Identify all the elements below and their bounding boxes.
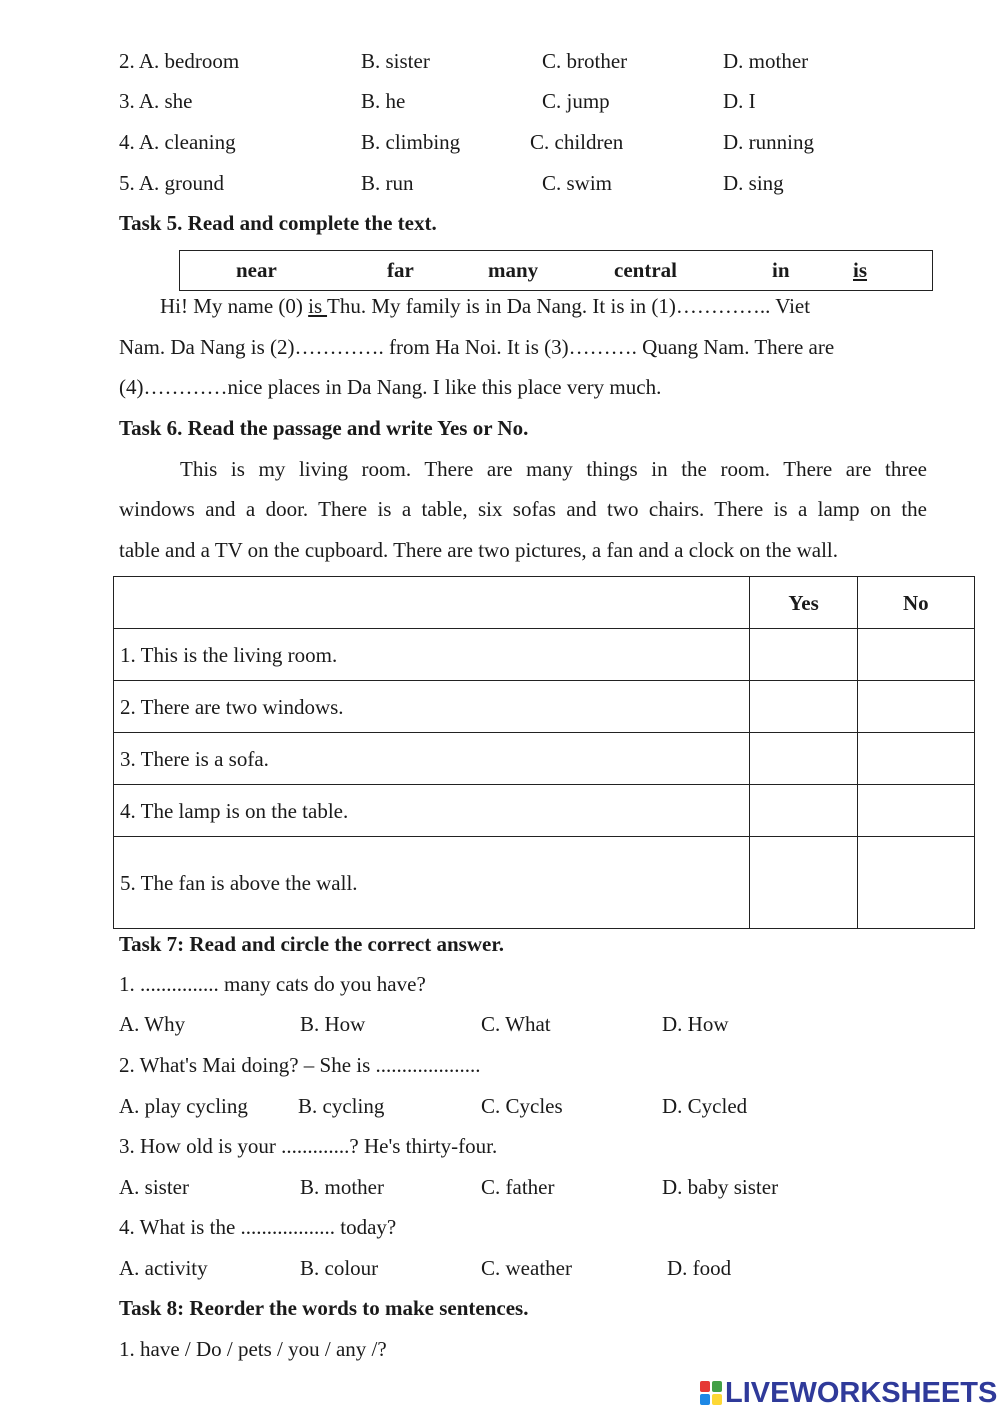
yes-answer-cell[interactable]	[750, 629, 857, 681]
task8-title: Task 8: Reorder the words to make sentences.	[119, 1296, 529, 1320]
option-d[interactable]: D. sing	[723, 171, 784, 195]
word-central: central	[614, 258, 677, 282]
text-segment: Thu. My family is in Da Nang. It is in (1)………….. Viet	[327, 294, 811, 318]
task6-passage-line-3: table and a TV on the cupboard. There are two pictures, a fan and a clock on the wall.	[119, 538, 838, 562]
yes-answer-cell[interactable]	[750, 837, 857, 929]
option-a[interactable]: 2. A. bedroom	[119, 49, 240, 73]
option-c[interactable]: C. brother	[542, 49, 628, 73]
option-b[interactable]: B. run	[361, 171, 414, 195]
option-a[interactable]: 4. A. cleaning	[119, 130, 236, 154]
no-answer-cell[interactable]	[857, 629, 974, 681]
header-no: No	[857, 577, 974, 629]
task7-question-2: 2. What's Mai doing? – She is ....................	[119, 1053, 481, 1077]
option-b[interactable]: B. sister	[361, 49, 430, 73]
table-row	[114, 733, 975, 785]
option-c[interactable]: C. swim	[542, 171, 613, 195]
option-d[interactable]: D. I	[723, 89, 756, 113]
word-in: in	[772, 258, 790, 282]
option-c[interactable]: C. jump	[542, 89, 610, 113]
table-row	[114, 629, 975, 681]
word-is: is	[853, 258, 868, 282]
task5-text-line-1	[160, 293, 810, 319]
table-row	[114, 785, 975, 837]
task8-question-1: 1. have / Do / pets / you / any /?	[119, 1337, 387, 1361]
option-d[interactable]: D. mother	[723, 49, 809, 73]
statement-cell: 5. The fan is above the wall.	[114, 837, 750, 929]
task7-question-4: 4. What is the .................. today?	[119, 1215, 397, 1239]
no-answer-cell[interactable]	[857, 733, 974, 785]
table-row	[114, 681, 975, 733]
option-b[interactable]: B. cycling	[298, 1094, 385, 1118]
task7-question-3: 3. How old is your .............? He's thirty-four.	[119, 1134, 498, 1158]
example-answer: is	[308, 294, 328, 318]
option-c[interactable]: C. weather	[481, 1256, 572, 1280]
word-far: far	[387, 258, 414, 282]
option-b[interactable]: B. colour	[300, 1256, 379, 1280]
task6-passage-line-2: windows and a door. There is a table, six sofas and two chairs. There is a lamp on the	[119, 497, 927, 521]
task5-text-line-2: Nam. Da Nang is (2)…………. from Ha Noi. It is (3)………. Quang Nam. There are	[119, 335, 835, 359]
table-header-row	[114, 577, 975, 629]
option-d[interactable]: D. baby sister	[662, 1175, 779, 1199]
logo-squares-icon	[700, 1381, 722, 1405]
option-c[interactable]: C. What	[481, 1012, 551, 1036]
logo-text: LIVEWORKSHEETS	[725, 1376, 998, 1409]
text-segment: Hi! My name (0)	[160, 294, 309, 318]
option-d[interactable]: D. running	[723, 130, 814, 154]
task5-text-line-3: (4)…………nice places in Da Nang. I like this place very much.	[119, 375, 662, 399]
yes-answer-cell[interactable]	[750, 785, 857, 837]
option-a[interactable]: A. sister	[119, 1175, 189, 1199]
table-row	[114, 837, 975, 929]
task7-question-1: 1. ............... many cats do you have?	[119, 972, 426, 996]
header-statement-cell	[114, 577, 750, 629]
task7-title: Task 7: Read and circle the correct answer.	[119, 932, 504, 956]
word-many: many	[488, 258, 539, 282]
option-b[interactable]: B. How	[300, 1012, 366, 1036]
option-b[interactable]: B. climbing	[361, 130, 461, 154]
option-a[interactable]: A. Why	[119, 1012, 186, 1036]
statement-cell: 3. There is a sofa.	[114, 733, 750, 785]
option-c[interactable]: C. father	[481, 1175, 555, 1199]
statement-cell: 1. This is the living room.	[114, 629, 750, 681]
no-answer-cell[interactable]	[857, 681, 974, 733]
option-a[interactable]: 5. A. ground	[119, 171, 224, 195]
word-bank	[179, 250, 933, 291]
option-c[interactable]: C. children	[530, 130, 624, 154]
yes-no-table	[113, 576, 975, 929]
no-answer-cell[interactable]	[857, 785, 974, 837]
task5-title: Task 5. Read and complete the text.	[119, 211, 437, 235]
liveworksheets-logo	[700, 1376, 997, 1410]
statement-cell: 4. The lamp is on the table.	[114, 785, 750, 837]
option-d[interactable]: D. Cycled	[662, 1094, 748, 1118]
word-near: near	[236, 258, 277, 282]
option-d[interactable]: D. How	[662, 1012, 729, 1036]
option-d[interactable]: D. food	[667, 1256, 732, 1280]
no-answer-cell[interactable]	[857, 837, 974, 929]
option-a[interactable]: A. activity	[119, 1256, 208, 1280]
option-c[interactable]: C. Cycles	[481, 1094, 563, 1118]
task6-passage-line-1: This is my living room. There are many things in the room. There are three	[180, 457, 927, 481]
header-yes: Yes	[750, 577, 857, 629]
option-a[interactable]: A. play cycling	[119, 1094, 248, 1118]
yes-answer-cell[interactable]	[750, 681, 857, 733]
yes-answer-cell[interactable]	[750, 733, 857, 785]
option-b[interactable]: B. he	[361, 89, 406, 113]
statement-cell: 2. There are two windows.	[114, 681, 750, 733]
option-a[interactable]: 3. A. she	[119, 89, 193, 113]
task6-title: Task 6. Read the passage and write Yes or No.	[119, 416, 529, 440]
option-b[interactable]: B. mother	[300, 1175, 384, 1199]
